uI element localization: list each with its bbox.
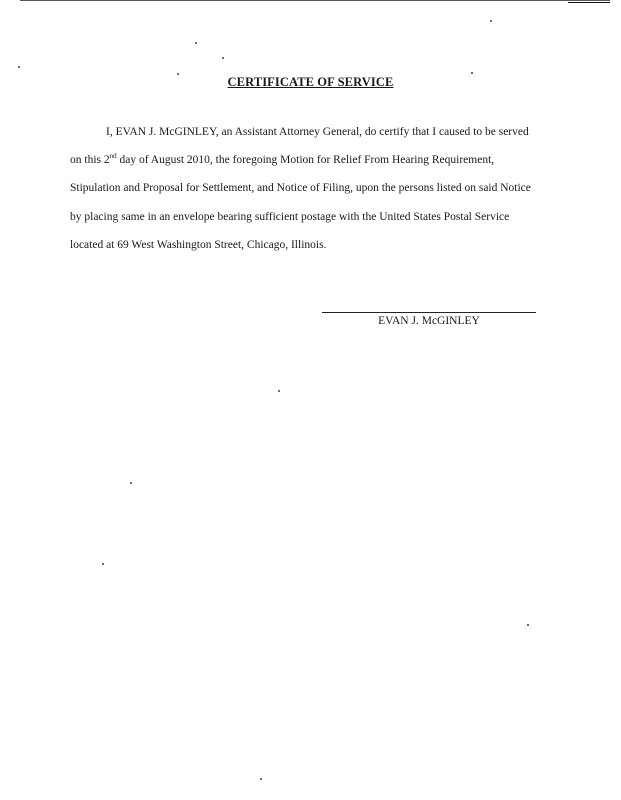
certificate-body [70, 118, 540, 259]
scan-speck [260, 778, 262, 780]
scan-speck [278, 390, 280, 392]
signature-line [322, 312, 536, 313]
scan-speck [102, 563, 104, 565]
paragraph-text-end: day of August 2010, the foregoing Motion for Relief From Hearing Requirement, Stipulation and Proposal for Settlement, and Notice of Filing, upon the persons listed on said Notice by placing same in an envelope bearing sufficient postage with the United States Postal Service located at 69 West Washington Street, Chicago, Illinois. [70, 154, 531, 251]
scan-speck [490, 20, 492, 22]
page-top-edge-mark [568, 2, 610, 3]
signatory-name: EVAN J. McGINLEY [378, 315, 480, 327]
ordinal-superscript: nd [109, 152, 117, 161]
scan-speck [222, 57, 224, 59]
scan-speck [130, 482, 132, 484]
scan-speck [195, 42, 197, 44]
paragraph-text-start: I, EVAN J. McGINLEY, an Assistant Attorney General, do certify that I caused to be served on this 2 [70, 126, 529, 167]
scan-speck [18, 66, 20, 68]
page-top-edge [20, 0, 610, 1]
scan-speck [527, 624, 529, 626]
certificate-paragraph [70, 118, 540, 259]
scan-speck [471, 72, 473, 74]
scan-speck [177, 73, 179, 75]
document-title: CERTIFICATE OF SERVICE [227, 75, 394, 89]
